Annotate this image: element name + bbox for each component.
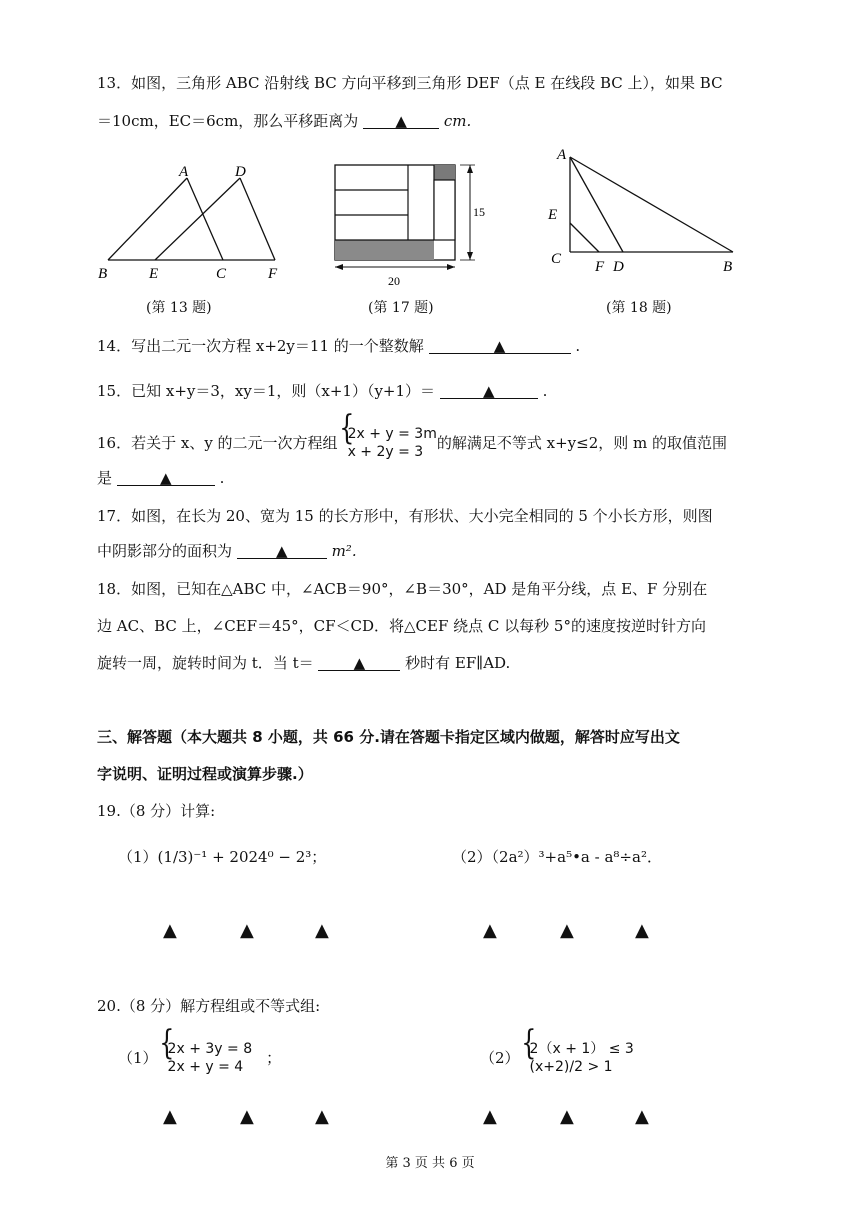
q13-unit: cm. xyxy=(443,112,472,130)
q18-line2: 边 AC、BC 上，∠CEF＝45°，CF＜CD．将△CEF 绕点 C 以每秒 5°的速度按逆时针方向 xyxy=(97,617,706,635)
figure-18 xyxy=(545,145,745,280)
q15-answer-blank[interactable] xyxy=(440,380,538,399)
q20-p1-eq1: { 2x + 3y = 8 xyxy=(167,1041,253,1057)
q18-line1: 18．如图，已知在△ABC 中，∠ACB＝90°，∠B＝30°，AD 是角平分线，点 E、F 分别在 xyxy=(97,580,708,598)
q14-line xyxy=(97,335,580,357)
q20-p2-eq2: (x+2)/2 > 1 xyxy=(529,1059,613,1075)
answer-marker-icon: ▲ xyxy=(353,654,366,672)
fig17-height-label: 15 xyxy=(473,205,485,219)
figure-13 xyxy=(95,160,295,285)
section3-heading-line1: 三、解答题（本大题共 8 小题，共 66 分.请在答题卡指定区域内做题，解答时应写出文 xyxy=(97,728,680,746)
fig17-width-label: 20 xyxy=(388,274,400,288)
q13-text: ＝10cm，EC＝6cm，那么平移距离为 xyxy=(97,112,359,130)
q16-answer-blank[interactable] xyxy=(117,467,215,486)
q16-eq1: { 2x + y = 3m xyxy=(347,426,437,442)
answer-marker-icon: ▲ xyxy=(160,469,172,487)
fig18-caption: (第 18 题) xyxy=(606,300,672,316)
q20-part2 xyxy=(480,1040,634,1076)
q13-answer-blank[interactable] xyxy=(363,110,439,129)
q16-line1 xyxy=(97,425,727,461)
q17-line1: 17．如图，在长为 20、宽为 15 的长方形中，有形状、大小完全相同的 5 个小长方形，则图 xyxy=(97,507,713,525)
fig17-caption: (第 17 题) xyxy=(368,300,434,316)
q15-line xyxy=(97,380,547,402)
q19-title: 19.（8 分）计算: xyxy=(97,802,216,820)
q19-part1: （1）(1/3)⁻¹ + 2024⁰ − 2³； xyxy=(118,848,327,866)
fig13-label-B: B xyxy=(98,266,108,282)
q19-part2: （2）（2a²）³+a⁵•a - a⁸÷a²． xyxy=(452,848,662,866)
fig18-label-F: F xyxy=(595,259,605,275)
answer-marker-icon: ▲ xyxy=(240,920,254,941)
fig18-label-C: C xyxy=(551,251,562,267)
q18-line3 xyxy=(97,652,510,674)
q16-condition: 的解满足不等式 x+y≤2，则 m 的取值范围 xyxy=(436,434,728,452)
q20-part1-sep: ； xyxy=(266,1049,282,1067)
fig18-label-D: D xyxy=(613,259,624,275)
q16-eq2: x + 2y = 3 xyxy=(347,444,424,460)
q20-part1 xyxy=(118,1040,281,1076)
q17-answer-blank[interactable] xyxy=(237,540,327,559)
q18-text: 旋转一周，旋转时间为 t．当 t＝ xyxy=(97,654,314,672)
fig13-label-D: D xyxy=(235,164,246,180)
q20-p1-eq2: 2x + y = 4 xyxy=(167,1059,244,1075)
q20-part2-label: （2） xyxy=(480,1049,520,1067)
q16-text: 16．若关于 x、y 的二元一次方程组 xyxy=(97,434,338,452)
q16-period: . xyxy=(219,469,225,487)
fig13-label-C: C xyxy=(216,266,227,282)
q13-line2 xyxy=(97,110,471,132)
answer-marker-icon: ▲ xyxy=(240,1106,254,1127)
q17-unit: m². xyxy=(331,542,357,560)
fig13-label-F: F xyxy=(268,266,278,282)
answer-marker-icon: ▲ xyxy=(493,337,506,355)
q13-line1: 13．如图，三角形 ABC 沿射线 BC 方向平移到三角形 DEF（点 E 在线段 BC 上），如果 BC xyxy=(97,74,723,92)
q20-part1-label: （1） xyxy=(118,1049,158,1067)
answer-marker-icon: ▲ xyxy=(395,112,407,130)
page-footer: 第 3 页 共 6 页 xyxy=(385,1156,475,1171)
q20-p2-eq1: { 2（x + 1） ≤ 3 xyxy=(529,1041,634,1057)
answer-marker-icon: ▲ xyxy=(560,1106,574,1127)
q17-text: 中阴影部分的面积为 xyxy=(97,542,233,560)
answer-marker-icon: ▲ xyxy=(483,382,495,400)
answer-marker-icon: ▲ xyxy=(315,1106,329,1127)
q14-answer-blank[interactable] xyxy=(429,335,571,354)
answer-marker-icon: ▲ xyxy=(163,920,177,941)
q15-text: 15．已知 x+y＝3，xy＝1，则（x+1）（y+1）＝ xyxy=(97,382,436,400)
q14-text: 14．写出二元一次方程 x+2y＝11 的一个整数解 xyxy=(97,337,424,355)
answer-marker-icon: ▲ xyxy=(635,920,649,941)
q18-tail: 秒时有 EF∥AD. xyxy=(405,654,511,672)
q20-part2-system xyxy=(520,1040,634,1076)
answer-marker-icon: ▲ xyxy=(163,1106,177,1127)
q16-text-2: 是 xyxy=(97,469,113,487)
q14-period: . xyxy=(575,337,581,355)
answer-marker-icon: ▲ xyxy=(276,542,288,560)
answer-marker-icon: ▲ xyxy=(483,920,497,941)
fig18-label-B: B xyxy=(723,259,733,275)
fig13-caption: (第 13 题) xyxy=(146,300,212,316)
q20-part1-system xyxy=(158,1040,253,1076)
q15-period: . xyxy=(542,382,548,400)
q17-line2 xyxy=(97,540,357,562)
q20-title: 20.（8 分）解方程组或不等式组: xyxy=(97,997,321,1015)
answer-marker-icon: ▲ xyxy=(635,1106,649,1127)
section3-heading-line2: 字说明、证明过程或演算步骤.） xyxy=(97,765,313,783)
fig13-label-A: A xyxy=(179,164,189,180)
answer-marker-icon: ▲ xyxy=(315,920,329,941)
answer-marker-icon: ▲ xyxy=(560,920,574,941)
fig18-label-A: A xyxy=(557,147,567,163)
q18-answer-blank[interactable] xyxy=(318,652,400,671)
figure-17 xyxy=(330,160,500,290)
fig13-label-E: E xyxy=(149,266,159,282)
q16-equation-system xyxy=(338,425,437,461)
fig18-label-E: E xyxy=(548,207,558,223)
answer-marker-icon: ▲ xyxy=(483,1106,497,1127)
q16-line2 xyxy=(97,467,224,489)
